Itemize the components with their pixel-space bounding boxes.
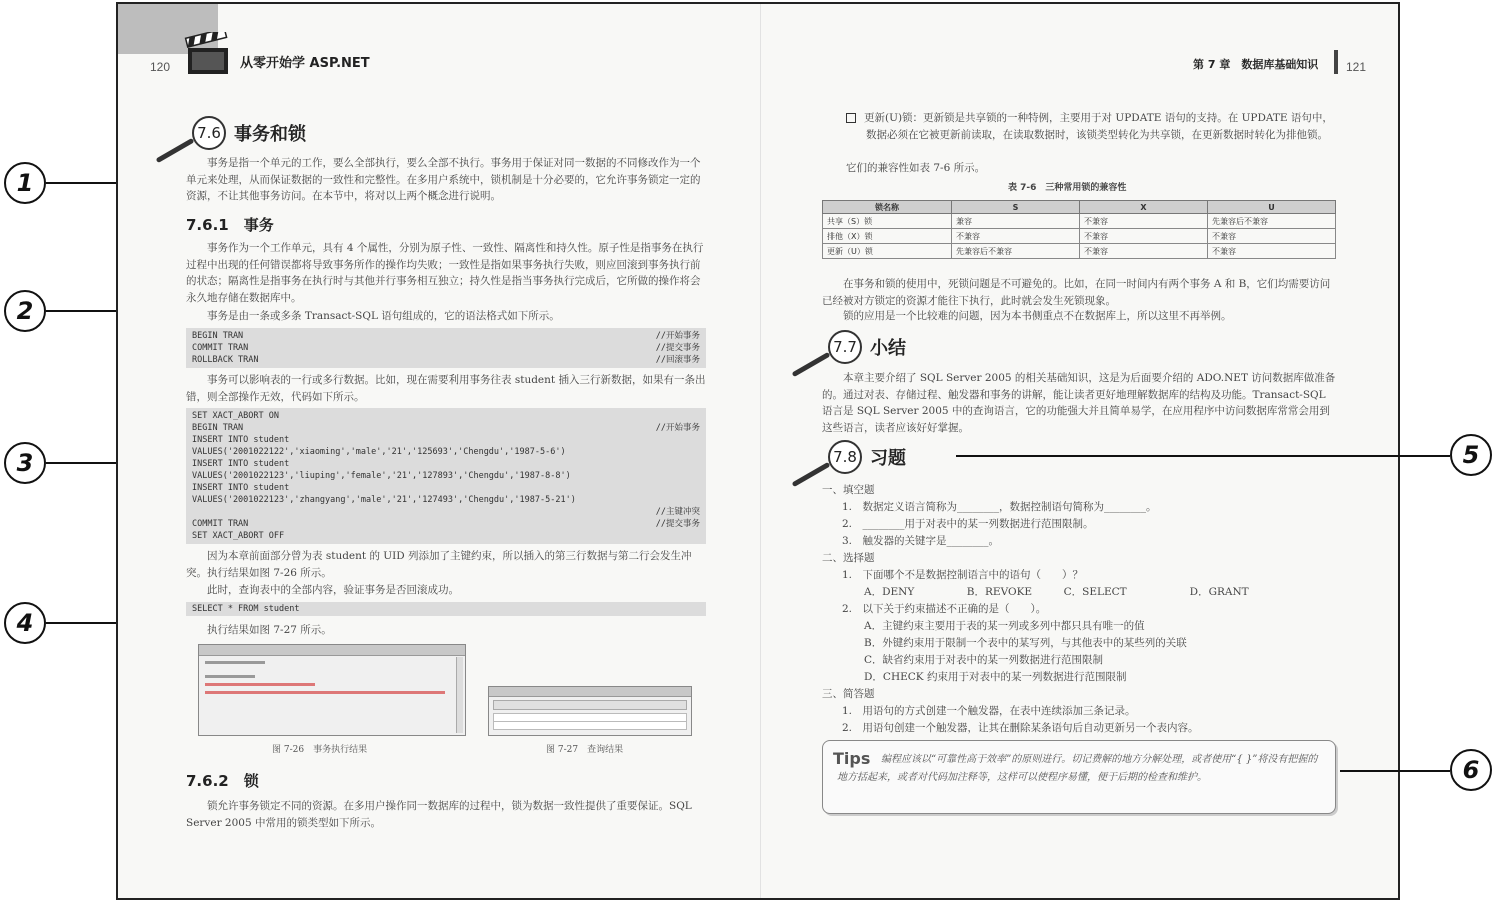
- grid-row: [493, 722, 687, 730]
- exercise-heading-choice: 二、选择题: [822, 552, 875, 564]
- header-bar: [1334, 50, 1338, 74]
- bullet-box-icon: [846, 113, 856, 123]
- code-line: INSERT INTO student: [192, 483, 290, 493]
- figure-7-26-screenshot: [198, 644, 466, 736]
- exercise-heading-short: 三、简答题: [822, 688, 875, 700]
- subsection-7-6-2: 7.6.2 锁: [186, 772, 259, 790]
- window-titlebar: [199, 645, 465, 656]
- table-header: 锁名称: [823, 201, 952, 214]
- section-7-8-heading: [828, 440, 906, 474]
- exercise-option: B．外键约束用于限制一个表中的某写列，与其他表中的某些列的关联: [864, 637, 1187, 649]
- exercise-options: A．DENY B．REVOKE C．SELECT D．GRANT: [864, 586, 1249, 598]
- lock-compat-table: [822, 200, 1336, 259]
- table-cell: 排他（X）锁: [823, 229, 952, 244]
- code-line: INSERT INTO student: [192, 435, 290, 445]
- tips-label: Tips: [833, 749, 871, 768]
- code-line: BEGIN TRAN //开始事务: [192, 331, 700, 341]
- update-lock-bullet: 更新(U)锁：更新锁是共享锁的一种特例，主要用于对 UPDATE 语句的支持。在 UPDATE 语句中，数据必须在它被更新前读取，在读取数据时，该锁类型转化为共享锁，在更新数据时转化为排他锁。: [846, 110, 1336, 143]
- book-spread: [116, 2, 1400, 900]
- section-title: 小结: [870, 338, 906, 359]
- spine-divider: [760, 4, 761, 898]
- section-intro: 事务是指一个单元的工作，要么全部执行，要么全部不执行。事务用于保证对同一数据的不同修改作为一个单元来处理，从而保证数据的一致性和完整性。在多用户系统中，锁机制是十分必要的，它允许事务锁定一定的资源，不让其他事务访问。在本节中，将对以上两个概念进行说明。: [186, 157, 701, 202]
- exercise-item: 1. 下面哪个不是数据控制语言中的语句（ ）？: [842, 569, 1084, 581]
- code-line: INSERT INTO student: [192, 459, 290, 469]
- transaction-properties-para: 事务作为一个工作单元，具有 4 个属性，分别为原子性、一致性、隔离性和持久性。原子性是指事务在执行过程中出现的任何错误都将导致事务所作的操作均失败；一致性是指如果事务执行失败，则应回滚到事务执行前的状态；隔离性是指事务在执行时与其他并行事务相互独立；持久性是指当事务执行完成后，它所做的操作将会永久地存储在数据库中。: [186, 242, 704, 304]
- exercise-option: C．缺省约束用于对表中的某一列数据进行范围限制: [864, 654, 1104, 666]
- section-7-7-heading: [828, 330, 906, 364]
- code-line: ROLLBACK TRAN //回滚事务: [192, 355, 700, 365]
- table-cell: 更新（U）锁: [823, 244, 952, 259]
- exercise-item: 2. 以下关于约束描述不正确的是（ ）。: [842, 603, 1047, 615]
- chapter-title: 第 7 章 数据库基础知识: [1193, 58, 1319, 71]
- clapperboard-icon: [184, 32, 234, 76]
- transaction-example-para: 事务可以影响表的一行或多行数据。比如，现在需要利用事务往表 student 插入三行新数据，如果有一条出错，则全部操作无效，代码如下所示。: [186, 374, 706, 403]
- exercise-option: A．主键约束主要用于表的某一列或多列中都只具有唯一的值: [864, 620, 1145, 632]
- exercise-item: 3. 触发器的关键字是________。: [842, 535, 1000, 547]
- callout-2: 2: [4, 290, 46, 332]
- callout-3: 3: [4, 442, 46, 484]
- section-number-badge: 7.7: [828, 330, 862, 364]
- scrollbar: [456, 657, 463, 733]
- table-header: U: [1207, 201, 1335, 214]
- table-cell: 不兼容: [1080, 244, 1208, 259]
- section-number-badge: 7.6: [192, 116, 226, 150]
- code-line: SELECT * FROM student: [192, 604, 300, 614]
- table-cell: 不兼容: [1080, 229, 1208, 244]
- table-header: X: [1080, 201, 1208, 214]
- result-para: 执行结果如图 7-27 所示。: [207, 624, 332, 636]
- code-line: SET XACT_ABORT OFF: [192, 531, 285, 541]
- exercise-item: 2. ________用于对表中的某一列数据进行范围限制。: [842, 518, 1094, 530]
- table-row: [823, 244, 1336, 259]
- table-cell: 先兼容后不兼容: [952, 244, 1080, 259]
- section-number-badge: 7.8: [828, 440, 862, 474]
- lock-intro-para: 锁允许事务锁定不同的资源。在多用户操作同一数据库的过程中，锁为数据一致性提供了重要保证。SQL Server 2005 中常用的锁类型如下所示。: [186, 800, 692, 829]
- message-line: [205, 661, 265, 664]
- left-page-number: 120: [150, 60, 171, 74]
- table-cell: 共享（S）锁: [823, 214, 952, 229]
- exercise-option: D．CHECK 约束用于对表中的某一列数据进行范围限制: [864, 671, 1127, 683]
- subsection-7-6-1: 7.6.1 事务: [186, 216, 274, 234]
- exercise-item: 2. 用语句创建一个触发器，让其在删除某条语句后自动更新另一个表内容。: [842, 722, 1199, 734]
- summary-para: 本章主要介绍了 SQL Server 2005 的相关基础知识，这是为后面要介绍的 ADO.NET 访问数据库做准备的。通过对表、存储过程、触发器和事务的讲解，能让读者更好地理解数据库的结构及功能。Transact-SQL 语言是 SQL Server 2005 中的查询语言，它的功能强大并且简单易学，在应用程序中访问数据库常常会用到这些语言，读者应该好好掌握。: [822, 372, 1336, 434]
- message-line: [205, 675, 255, 678]
- code-line: VALUES('2001022123','liuping','female','21','127893','Chengdu','1987-8-8'): [192, 471, 571, 481]
- grid-header: [493, 700, 687, 710]
- transaction-syntax-para: 事务是由一条或多条 Transact-SQL 语句组成的，它的语法格式如下所示。: [207, 310, 560, 322]
- table-cell: 兼容: [952, 214, 1080, 229]
- deadlock-para: 在事务和锁的使用中，死锁问题是不可避免的。比如，在同一时间内有两个事务 A 和 B，它们均需要访问已经被对方锁定的资源才能往下执行，此时就会发生死锁现象。: [822, 278, 1331, 307]
- code-line: VALUES('2001022123','zhangyang','male','21','127493','Chengdu','1987-5-21'): [192, 495, 576, 505]
- deadlock-para-2: 锁的应用是一个比较难的问题，因为本书侧重点不在数据库上，所以这里不再举例。: [843, 310, 1232, 322]
- callout-4: 4: [4, 602, 46, 644]
- code-block-select: [186, 602, 706, 616]
- tips-text: 编程应该以“可靠性高于效率”的原则进行。切记费解的地方分解处理，或者使用“{ }”将没有把握的地方括起来，或者对代码加注释等，这样可以使程序易懂，便于后期的检查和维护。: [837, 754, 1318, 783]
- code-line: VALUES('2001022122','xiaoming','male','21','125693','Chengdu','1987-5-6'): [192, 447, 566, 457]
- callout-5: 5: [1450, 434, 1492, 476]
- query-verify-para: 此时，查询表中的全部内容，验证事务是否回滚成功。: [207, 584, 459, 596]
- table-cell: 不兼容: [952, 229, 1080, 244]
- table-cell: 先兼容后不兼容: [1207, 214, 1335, 229]
- table-7-6-caption: 表 7-6 三种常用锁的兼容性: [1008, 183, 1127, 193]
- callout-6: 6: [1450, 749, 1492, 791]
- error-line: [205, 683, 315, 686]
- section-7-6-heading: [192, 116, 306, 150]
- code-block-syntax: [186, 328, 706, 368]
- exercise-item: 1. 用语句的方式创建一个触发器，在表中连续添加三条记录。: [842, 705, 1136, 717]
- table-cell: 不兼容: [1207, 229, 1335, 244]
- table-header-row: [823, 201, 1336, 214]
- callout-1: 1: [4, 162, 46, 204]
- table-row: [823, 214, 1336, 229]
- code-line: BEGIN TRAN //开始事务: [192, 423, 700, 433]
- code-line: SET XACT_ABORT ON: [192, 411, 279, 421]
- table-cell: 不兼容: [1207, 244, 1335, 259]
- table-row: [823, 229, 1336, 244]
- figure-7-27-screenshot: [488, 686, 692, 736]
- section-title: 习题: [870, 448, 906, 469]
- tips-box: [822, 740, 1336, 814]
- result-tabs: [489, 687, 691, 697]
- book-title: 从零开始学 ASP.NET: [240, 56, 370, 71]
- figure-7-27-caption: 图 7-27 查询结果: [546, 745, 624, 755]
- exercise-heading-fill: 一、填空题: [822, 484, 875, 496]
- right-page-number: 121: [1346, 60, 1367, 74]
- callout-5-leader: [956, 455, 1450, 457]
- callout-6-leader: [1340, 770, 1450, 772]
- grid-row: [493, 713, 687, 722]
- pk-conflict-para: 因为本章前面部分曾为表 student 的 UID 列添加了主键约束，所以插入的第三行数据与第二行会发生冲突。执行结果如图 7-26 所示。: [186, 550, 692, 579]
- code-line: //主键冲突: [655, 507, 700, 517]
- code-block-insert: [186, 408, 706, 544]
- error-line: [205, 691, 445, 694]
- code-line: COMMIT TRAN //提交事务: [192, 519, 700, 529]
- table-header: S: [952, 201, 1080, 214]
- exercise-item: 1. 数据定义语言简称为________，数据控制语句简称为________。: [842, 501, 1157, 513]
- table-cell: 不兼容: [1080, 214, 1208, 229]
- section-title: 事务和锁: [234, 124, 306, 145]
- code-line: COMMIT TRAN //提交事务: [192, 343, 700, 353]
- compat-intro: 它们的兼容性如表 7-6 所示。: [846, 162, 986, 174]
- figure-7-26-caption: 图 7-26 事务执行结果: [272, 745, 368, 755]
